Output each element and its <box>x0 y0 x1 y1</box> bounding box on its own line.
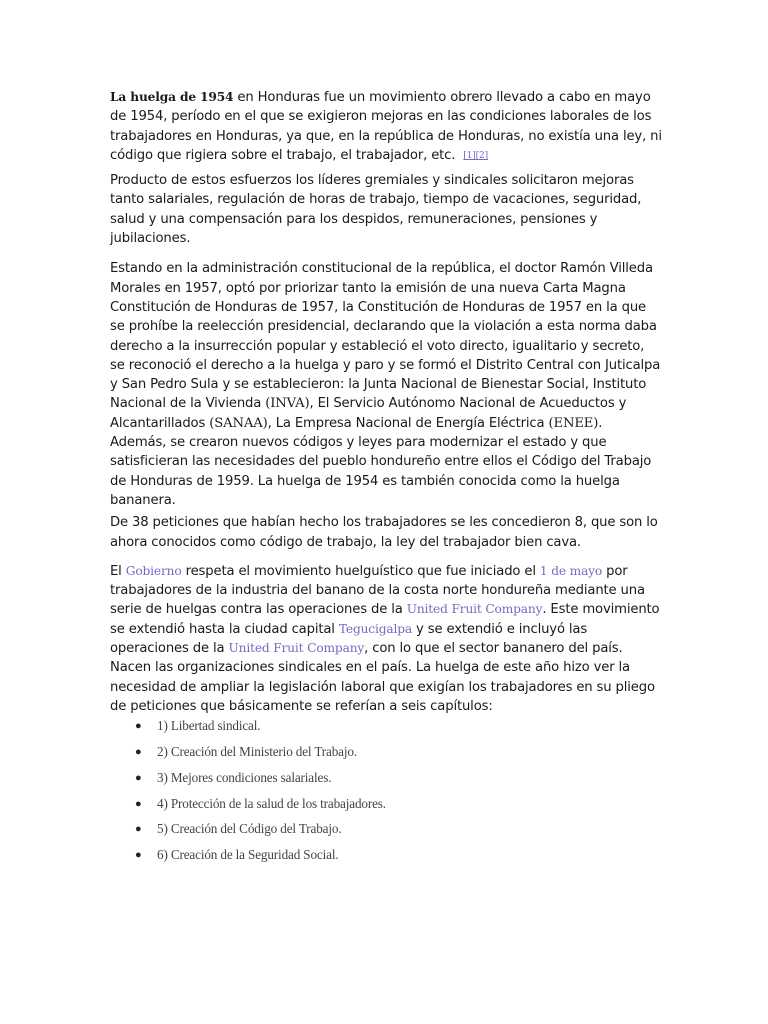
bullet-icon: ● <box>135 849 142 862</box>
intro-paragraph <box>110 88 662 166</box>
gov-text-3: por trabajadores de la industria del banano de la costa norte hondureña mediante una serie de huelgas contra las operaciones de la <box>110 563 645 618</box>
list-item <box>135 794 662 820</box>
administration-paragraph <box>110 259 662 510</box>
admin-text-d: . Además, se crearon nuevos códigos y leyes para modernizar el estado y que satisficieran las necesidades del pueblo hondureño entre ellos el Código del Trabajo de Honduras de 1959. La huelga de 1954 es también conocida como la huelga bananera. <box>110 415 652 508</box>
acronym-enee: (ENEE) <box>548 415 599 431</box>
gov-text-6: , con lo que el sector bananero del país. Nacen las organizaciones sindicales en el país. La huelga de este año hizo ver la necesidad de ampliar la legislación laboral que exigían los trabajadores en su pliego de peticiones que básicamente se referían a seis capítulos: <box>110 641 655 714</box>
chapters-list <box>135 716 662 871</box>
list-item-text: 5) Creación del Código del Trabajo. <box>157 821 342 837</box>
article-body <box>110 88 662 871</box>
bullet-icon: ● <box>135 771 142 784</box>
bullet-icon: ● <box>135 720 142 733</box>
list-item <box>135 768 662 794</box>
intro-text: en Honduras fue un movimiento obrero llevado a cabo en mayo de 1954, período en el que se exigieron mejoras en las condiciones laborales de los trabajadores en Honduras, ya que, en la república de Honduras, no existía una ley, ni código que rigiera sobre el trabajo, el trabajador, etc. <box>110 90 662 163</box>
bullet-icon: ● <box>135 797 142 810</box>
gov-text-2: respeta el movimiento huelguístico que fue iniciado el <box>181 563 540 579</box>
petitions-paragraph: De 38 peticiones que habían hecho los trabajadores se les concedieron 8, que son lo ahora conocidos como código de trabajo, la ley del trabajador bien cava. <box>110 515 658 550</box>
list-item <box>135 742 662 768</box>
gov-text-5: y se extendió e incluyó las operaciones de la <box>110 621 588 657</box>
bullet-icon: ● <box>135 746 142 758</box>
list-item-text: 2) Creación del Ministerio del Trabajo. <box>157 744 357 759</box>
list-item <box>135 845 662 871</box>
list-item <box>135 819 662 845</box>
government-paragraph <box>110 562 662 716</box>
admin-text-a: Estando en la administración constitucional de la república, el doctor Ramón Villeda Morales en 1957, optó por priorizar tanto la emisión de una nueva Carta Magna Constitución de Honduras de 1957, la Constitución de Honduras de 1957 en la que se prohíbe la reelección presidencial, declarando que la violación a esta norma daba derecho a la insurrección popular y estableció el voto directo, igualitario y secreto, se reconoció el derecho a la huelga y paro y se formó el Distrito Central con Juticalpa y San Pedro Sula y se establecieron: la Junta Nacional de Bienestar Social, Instituto Nacional de la Vivienda <box>110 261 661 412</box>
gov-text-4: . Este movimiento se extendió hasta la ciudad capital <box>110 602 660 637</box>
link-tegucigalpa[interactable]: Tegucigalpa <box>338 621 413 636</box>
link-gobierno[interactable]: Gobierno <box>125 563 182 578</box>
admin-text-b: , El Servicio Autónomo Nacional de Acueductos y Alcantarillados <box>110 396 627 431</box>
link-1-de-mayo[interactable]: 1 de mayo <box>539 563 603 578</box>
reference-link[interactable]: [1][2] <box>463 150 488 161</box>
link-united-fruit-company-2[interactable]: United Fruit Company <box>228 641 365 656</box>
link-united-fruit-company[interactable]: United Fruit Company <box>406 602 543 617</box>
list-item-text: 6) Creación de la Seguridad Social. <box>157 847 339 863</box>
acronym-inva: (INVA) <box>265 396 310 412</box>
gov-text-1: El <box>110 563 126 579</box>
article-title: La huelga de 1954 <box>110 90 234 104</box>
acronym-sanaa: (SANAA) <box>209 415 268 431</box>
list-item-text: 3) Mejores condiciones salariales. <box>157 769 332 785</box>
list-item <box>135 716 662 742</box>
list-item-text: 4) Protección de la salud de los trabajadores. <box>157 795 386 811</box>
bullet-icon: ● <box>135 823 142 836</box>
demands-paragraph: Producto de estos esfuerzos los líderes gremiales y sindicales solicitaron mejoras tanto salariales, regulación de horas de trabajo, tiempo de vacaciones, seguridad, salud y una compensación para los despidos, remuneraciones, pensiones y jubilaciones. <box>110 173 642 247</box>
list-item-text: 1) Libertad sindical. <box>157 718 261 734</box>
admin-text-c: , La Empresa Nacional de Energía Eléctrica <box>267 415 549 431</box>
